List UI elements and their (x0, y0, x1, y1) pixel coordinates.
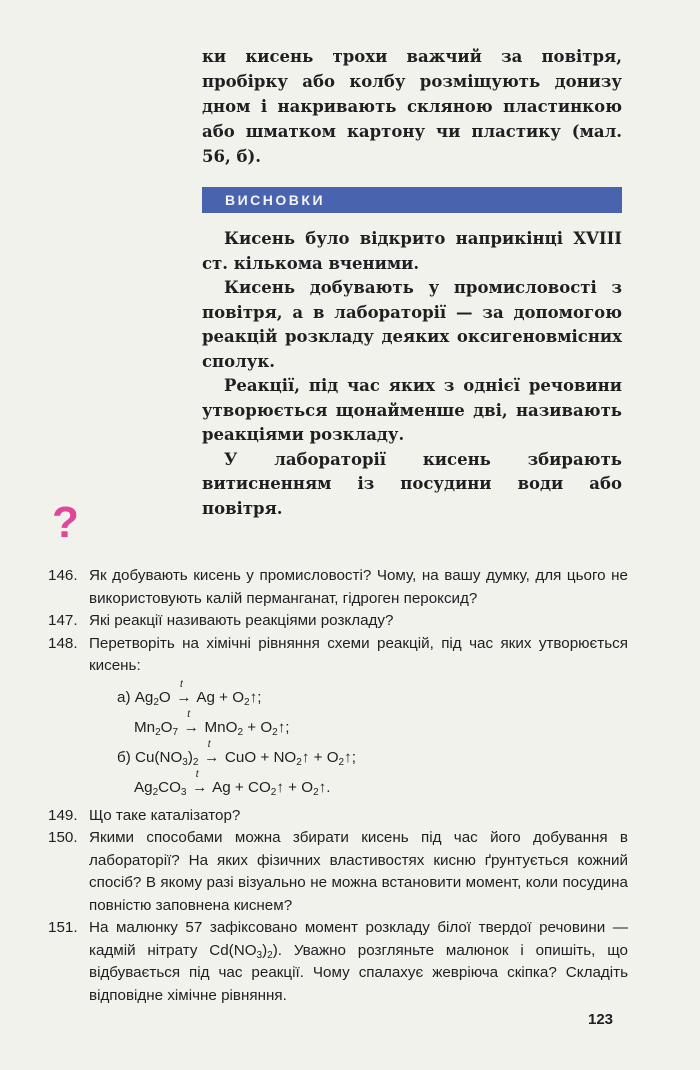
equation-a2: $Mn_2O_7$ t → $MnO_2 + O_2↑$; (48, 713, 628, 743)
conclusion-paragraph: Реакції, під час яких з однієї речовини утворюється щонайменше дві, називають реакціями розкладу. (202, 376, 622, 444)
conclusions-title: ВИСНОВКИ (225, 192, 326, 208)
equation-a1: а) $Ag_2O$ t → $Ag + O_2↑$; (48, 683, 628, 713)
question-number: 148. (48, 634, 78, 652)
question-text: Якими способами можна збирати кисень під час його добування в лабораторії? На яких фізичних властивостях кисню ґрунтується кожний спосіб? В якому разі візуально не можна встановити момент, коли посудина повністю заповнена киснем? (89, 829, 628, 914)
question-number: 151. (48, 919, 78, 936)
equation-b1: б) $Cu(NO_3)_2$ t → CuO + $NO_2↑$ + $O_2↑$; (48, 743, 628, 773)
arrow-icon: t → (176, 678, 192, 706)
conclusion-paragraph: Кисень було відкрито наприкінці XVIII ст. кількома вченими. (202, 229, 622, 273)
question-text: На малюнку 57 зафіксовано момент розкладу білої твердої речовини — кадмій нітрату $Cd(NO_3)_2$). Уважно розгляньте малюнок і опишіть, що відбувається під час реакції. Чому спалахує жевріюча скіпка? Складіть відповідне хімічне рівняння. (89, 919, 628, 1004)
arrow-icon: t → (192, 768, 208, 796)
conclusion-paragraph: Кисень добувають у промисловості з повітря, а в лабораторії — за допомогою реакцій розкладу деяких оксигеновмісних сполук. (202, 278, 622, 371)
question-text: Що таке каталізатор? (89, 806, 241, 824)
question-item (48, 633, 628, 678)
intro-paragraph: ки кисень трохи важчий за повітря, пробірку або колбу розміщують донизу дном і накривають скляною пластинкою або шматком картону чи пластику (мал. 56, б). (202, 47, 622, 166)
question-number: 149. (48, 806, 78, 824)
question-text: Перетворіть на хімічні рівняння схеми реакцій, під час яких утворюється кисень: (89, 634, 628, 674)
page-number: 123 (588, 1011, 614, 1028)
questions-section (48, 565, 628, 1007)
question-item (48, 827, 628, 917)
question-text: Які реакції називають реакціями розкладу? (89, 612, 394, 629)
question-mark-icon: ? (52, 498, 79, 547)
question-number: 147. (48, 612, 78, 629)
question-item (48, 917, 628, 1007)
equation-b2: $Ag_2CO_3$ t → $Ag + CO_2↑$ + $O_2↑$. (48, 773, 628, 803)
question-number: 146. (48, 567, 78, 584)
question-item (48, 805, 628, 828)
question-item (48, 610, 628, 633)
conclusion-paragraph: У лабораторії кисень збирають витисненням із посудини води або повітря. (202, 449, 622, 518)
arrow-icon: t → (183, 708, 199, 736)
question-number: 150. (48, 829, 78, 846)
question-item (48, 565, 628, 610)
arrow-icon: t → (204, 738, 220, 766)
conclusions-list (202, 227, 622, 521)
question-text: Як добувають кисень у промисловості? Чому, на вашу думку, для цього не використовують калій перманганат, гідроген пероксид? (89, 567, 628, 607)
conclusions-banner (202, 187, 622, 213)
